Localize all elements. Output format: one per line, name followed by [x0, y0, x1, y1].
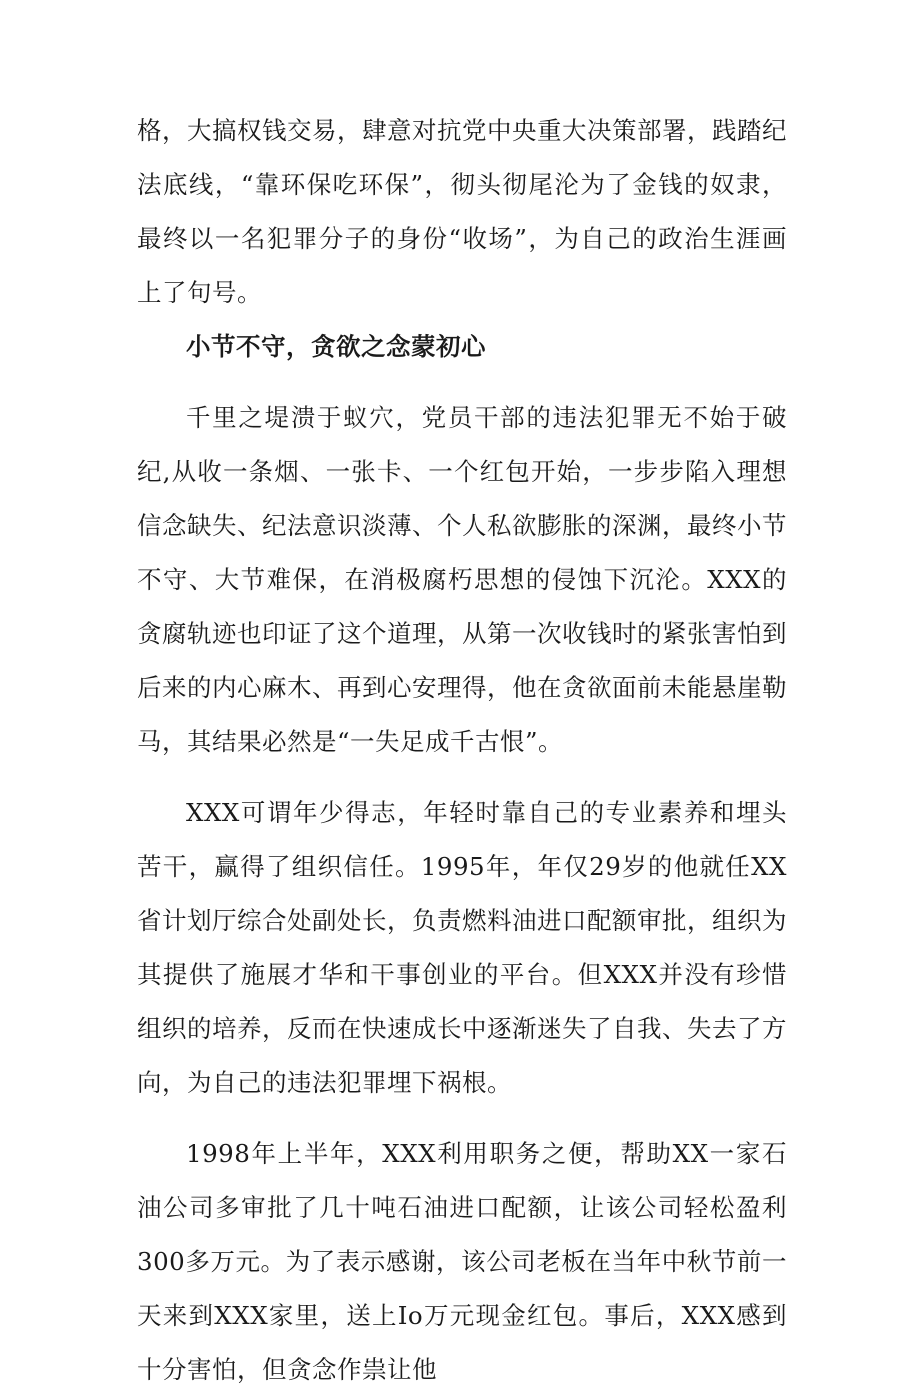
document-body — [137, 104, 787, 1397]
paragraph-body: 千里之堤溃于蚁穴，党员干部的违法犯罪无不始于破纪,从收一条烟、一张卡、一个红包开始，一步步陷入理想信念缺失、纪法意识淡薄、个人私欲膨胀的深渊，最终小节不守、大节难保，在消极腐朽思想的侵蚀下沉沦。XXX的贪腐轨迹也印证了这个道理，从第一次收钱时的紧张害怕到后来的内心麻木、再到心安理得，他在贪欲面前未能悬崖勒马，其结果必然是“一失足成千古恨”。 — [137, 403, 787, 756]
paragraph-continuation: 格，大搞权钱交易，肆意对抗党中央重大决策部署，践踏纪法底线，“靠环保吃环保”，彻头彻尾沦为了金钱的奴隶，最终以一名犯罪分子的身份“收场”，为自己的政治生涯画上了句号。 — [137, 116, 787, 307]
paragraph-body: XXX可谓年少得志，年轻时靠自己的专业素养和埋头苦干，赢得了组织信任。1995年，年仅29岁的他就任XX省计划厅综合处副处长，负责燃料油进口配额审批，组织为其提供了施展才华和干事创业的平台。但XXX并没有珍惜组织的培养，反而在快速成长中逐渐迷失了自我、失去了方向，为自己的违法犯罪埋下祸根。 — [137, 798, 787, 1097]
paragraph-body: 1998年上半年，XXX利用职务之便，帮助XX一家石油公司多审批了几十吨石油进口配额，让该公司轻松盈利300多万元。为了表示感谢，该公司老板在当年中秋节前一天来到XXX家里，送上Io万元现金红包。事后，XXX感到十分害怕，但贪念作祟让他 — [137, 1139, 787, 1384]
section-heading: 小节不守，贪欲之念蒙初心 — [186, 332, 486, 361]
